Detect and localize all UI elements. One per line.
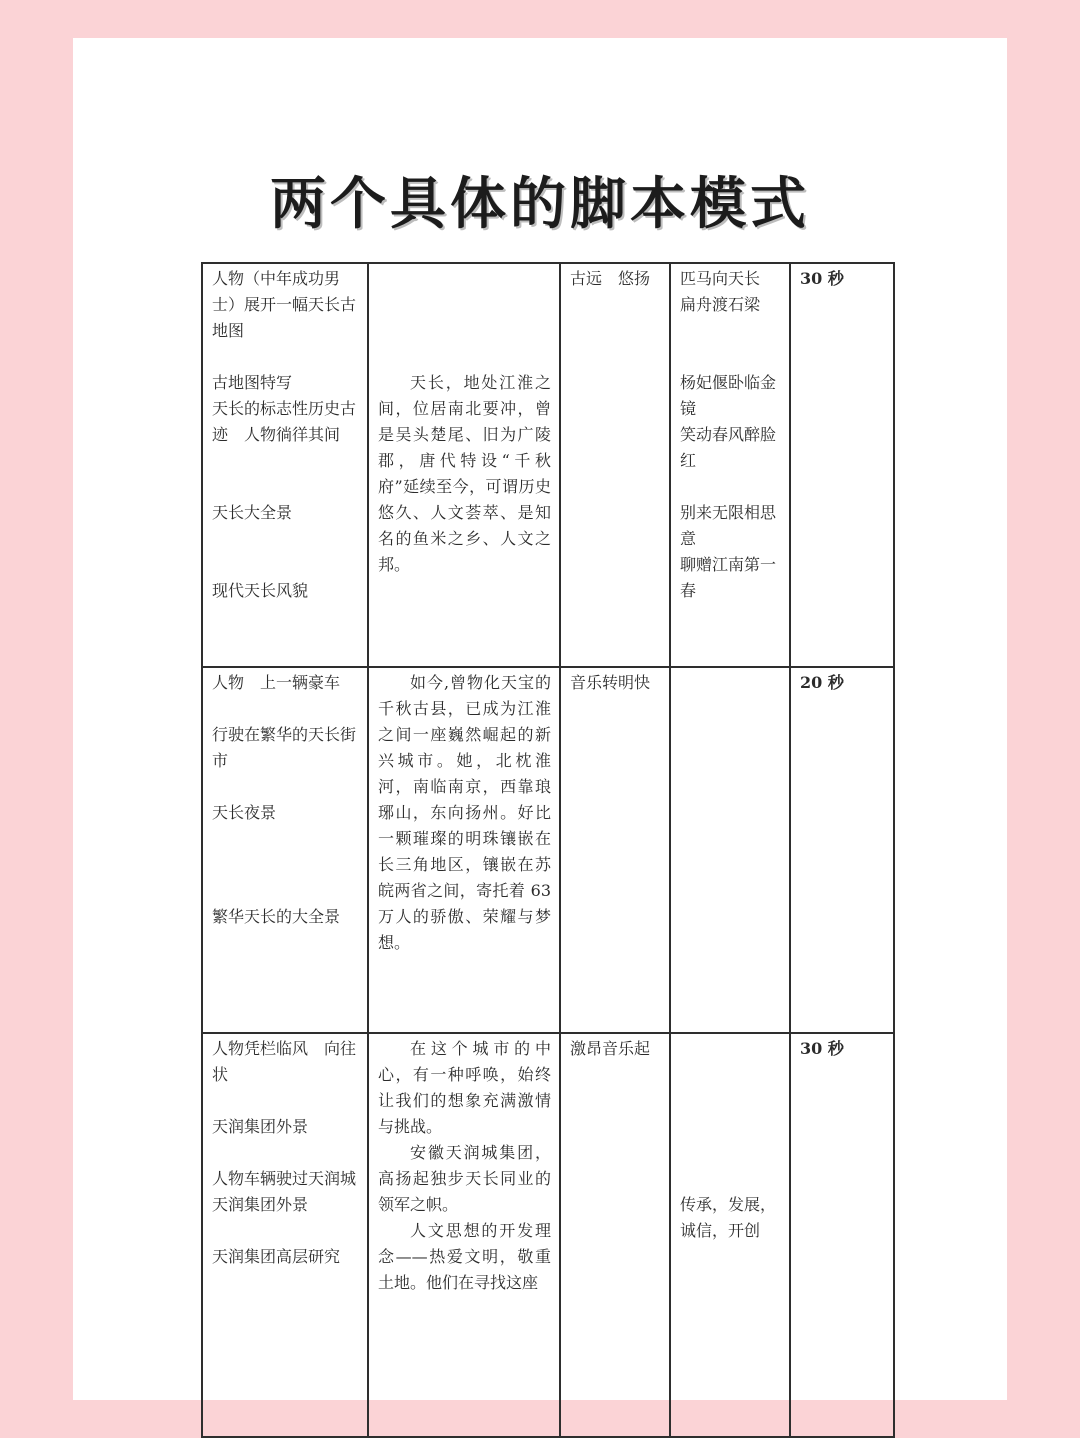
scene-cell: [202, 667, 368, 1033]
music-cell: [560, 1033, 670, 1437]
narration-text: 人文思想的开发理念——热爱文明，敬重土地。他们在寻找这座: [378, 1221, 551, 1292]
page-card: [73, 38, 1007, 1400]
time-cell: [790, 667, 894, 1033]
duration-text: 20 秒: [800, 673, 844, 692]
narration-text: 如今,曾物化天宝的千秋古县，已成为江淮之间一座巍然崛起的新兴城市。她，北枕淮河，南临南京，西靠琅琊山，东向扬州。好比一颗璀璨的明珠镶嵌在长三角地区，镶嵌在苏皖两省之间，寄托着 63 万人的骄傲、荣耀与梦想。: [378, 673, 557, 952]
scene-text: 人物 上一辆豪车: [212, 673, 341, 692]
script-document: [201, 262, 897, 1292]
scene-text: 天润集团外景: [212, 1117, 309, 1136]
page-title: 两个具体的脚本模式: [270, 172, 810, 237]
narration-text: 在这个城市的中心，有一种呼唤，始终让我们的想象充满激情与挑战。: [378, 1039, 551, 1136]
table-row: [202, 1033, 894, 1437]
caption-text: 杨妃偃卧临金镜: [680, 373, 777, 418]
music-cell: [560, 667, 670, 1033]
caption-cell: [670, 263, 790, 667]
table-row: [202, 667, 894, 1033]
caption-text: 笑动春风醉脸红: [680, 425, 777, 470]
scene-text: 古地图特写: [212, 373, 293, 392]
narration-cell: [368, 1033, 560, 1437]
caption-cell: [670, 667, 790, 1033]
music-cell: [560, 263, 670, 667]
time-cell: [790, 1033, 894, 1437]
narration-cell: [368, 667, 560, 1033]
scene-text: 天长的标志性历史古迹 人物徜徉其间: [212, 399, 357, 444]
music-text: 激昂音乐起: [570, 1039, 651, 1058]
scene-cell: [202, 1033, 373, 1437]
narration-text: 安徽天润城集团，高扬起独步天长同业的领军之帜。: [378, 1143, 551, 1214]
music-text: 音乐转明快: [570, 673, 651, 692]
scene-text: 繁华天长的大全景: [212, 907, 341, 926]
scene-text: 现代天长风貌: [212, 581, 309, 600]
narration-cell: [368, 263, 560, 667]
scene-text: 天润集团高层研究: [212, 1247, 341, 1266]
caption-text: 聊赠江南第一春: [680, 555, 777, 600]
caption-text: 匹马向天长: [680, 269, 761, 288]
music-text: 古远 悠扬: [570, 269, 651, 288]
scene-text: 人物车辆驶过天润城 天润集团外景: [212, 1169, 373, 1214]
caption-text: 别来无限相思意: [680, 503, 777, 548]
scene-text: 天长夜景: [212, 803, 277, 822]
script-table: [201, 262, 895, 1438]
scene-text: 天长大全景: [212, 503, 293, 522]
caption-text: 传承，发展，诚信，开创: [680, 1195, 777, 1240]
caption-text: 扁舟渡石梁: [680, 295, 761, 314]
duration-text: 30 秒: [800, 269, 844, 288]
narration-text: 天长，地处江淮之间，位居南北要冲，曾是吴头楚尾、旧为广陵郡，唐代特设“千秋府”延续至今，可谓历史悠久、人文荟萃、是知名的鱼米之乡、人文之邦。: [378, 373, 551, 574]
time-cell: [790, 263, 894, 667]
scene-text: 行驶在繁华的天长街市: [212, 725, 357, 770]
scene-cell: [202, 263, 368, 667]
table-row: [202, 263, 894, 667]
scene-text: 人物（中年成功男士）展开一幅天长古地图: [212, 269, 357, 340]
scene-text: 人物凭栏临风 向往状: [212, 1039, 357, 1084]
duration-text: 30 秒: [800, 1039, 844, 1058]
caption-cell: [670, 1033, 790, 1437]
